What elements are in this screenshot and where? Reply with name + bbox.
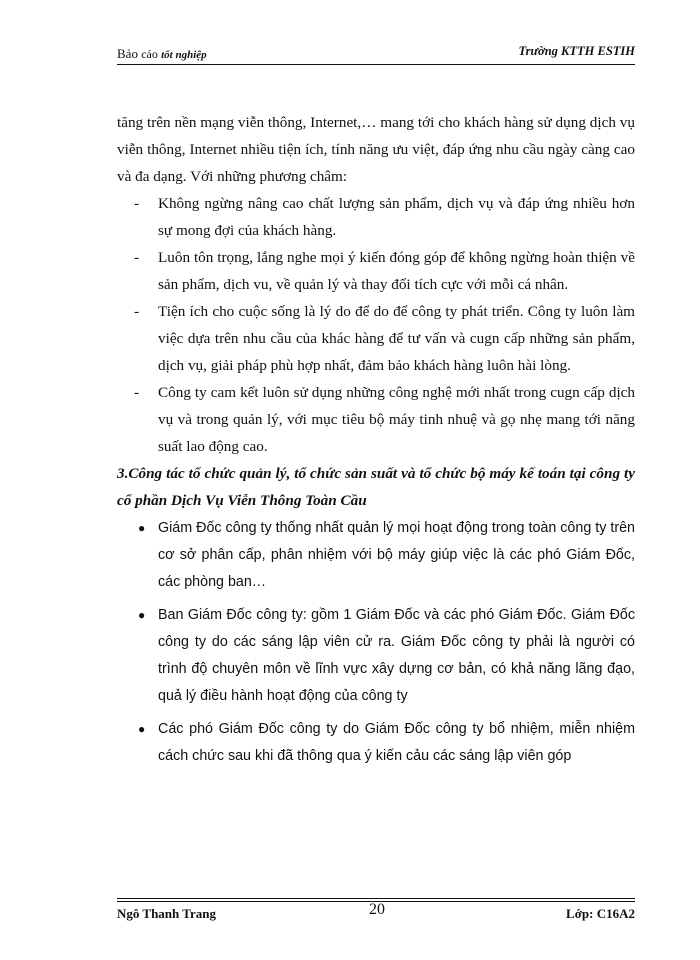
page-footer: [117, 903, 635, 923]
list-item-text: Tiện ích cho cuộc sống là lý do để do để công ty phát triển. Công ty luôn làm việc dựa trên nhu cầu của khác hàng để tư vấn và cugn cấp những sản phẩm, dịch vụ, giải pháp phù hợp nhất, đảm bảo khách hàng luôn hài lòng.: [158, 303, 635, 374]
list-item-text: Các phó Giám Đốc công ty do Giám Đốc công ty bổ nhiệm, miễn nhiệm cách chức sau khi đã thông qua ý kiến cảu các sáng lập viên góp: [158, 721, 635, 764]
list-item-text: Luôn tôn trọng, lắng nghe mọi ý kiến đóng góp để không ngừng hoàn thiện về sản phẩm, dịch vu, về quản lý và thay đổi tích cực với mỗi cá nhân.: [158, 249, 635, 293]
section-heading: 3.Công tác tổ chức quản lý, tổ chức sản suất và tổ chức bộ máy kế toán tại công ty cổ phần Dịch Vụ Viễn Thông Toàn Cầu: [117, 465, 635, 509]
document-body: [117, 109, 635, 776]
list-item: [117, 602, 635, 710]
page-header: [117, 44, 635, 68]
dash-marker: -: [134, 249, 140, 266]
report-title-word-1: Bảo: [117, 46, 138, 61]
management-list: [117, 515, 635, 770]
author-name: Ngô Thanh Trang: [117, 906, 216, 921]
footer-divider: [117, 898, 635, 899]
report-title-word-3: tốt nghiệp: [161, 49, 207, 61]
dash-marker: -: [134, 384, 140, 401]
page-number: 20: [369, 901, 385, 918]
list-item: [117, 716, 635, 770]
school-name: Trường KTTH ESTIH: [518, 44, 635, 58]
list-item-text: Giám Đốc công ty thống nhất quản lý mọi hoạt động trong toàn công ty trên cơ sở phân cấp, phân nhiệm với bộ máy giúp việc là các phó Giám Đốc, các phòng ban…: [158, 520, 635, 590]
list-item-text: Ban Giám Đốc công ty: gồm 1 Giám Đốc và các phó Giám Đốc. Giám Đốc công ty do các sáng lập viên cử ra. Giám Đốc công ty phải là người có trình độ chuyên môn về lĩnh vực xây dựng cơ bản, có khả năng lãng đạo, quả lý điều hành hoạt động của công ty: [158, 607, 635, 704]
list-item-text: Công ty cam kết luôn sử dụng những công nghệ mới nhất trong cugn cấp dịch vụ và trong quản lý, với mục tiêu bộ máy tinh nhuệ và gọ nhẹ mang tới năng suất lao động cao.: [158, 384, 635, 455]
class-label: Lớp: C16A2: [566, 906, 635, 921]
header-divider: [117, 64, 635, 65]
bullet-icon: ●: [138, 608, 146, 622]
report-title: [117, 46, 207, 62]
list-item: [117, 515, 635, 596]
list-item: [117, 298, 635, 379]
bullet-icon: ●: [138, 521, 146, 535]
dash-marker: -: [134, 195, 140, 212]
dash-marker: -: [134, 303, 140, 320]
list-item: [117, 244, 635, 298]
list-item-text: Không ngừng nâng cao chất lượng sản phẩm, dịch vụ và đáp ứng nhiều hơn sự mong đợi của khách hàng.: [158, 195, 635, 239]
list-item: [117, 379, 635, 460]
bullet-icon: ●: [138, 722, 146, 736]
principles-list: [117, 190, 635, 460]
intro-paragraph: tăng trên nền mạng viễn thông, Internet,… mang tới cho khách hàng sử dụng dịch vụ viễn thông, Internet nhiều tiện ích, tính năng ưu việt, đáp ứng nhu cầu ngày càng cao và đa dạng. Với những phương châm:: [117, 114, 635, 185]
report-title-word-2: cáo: [141, 47, 158, 61]
list-item: [117, 190, 635, 244]
